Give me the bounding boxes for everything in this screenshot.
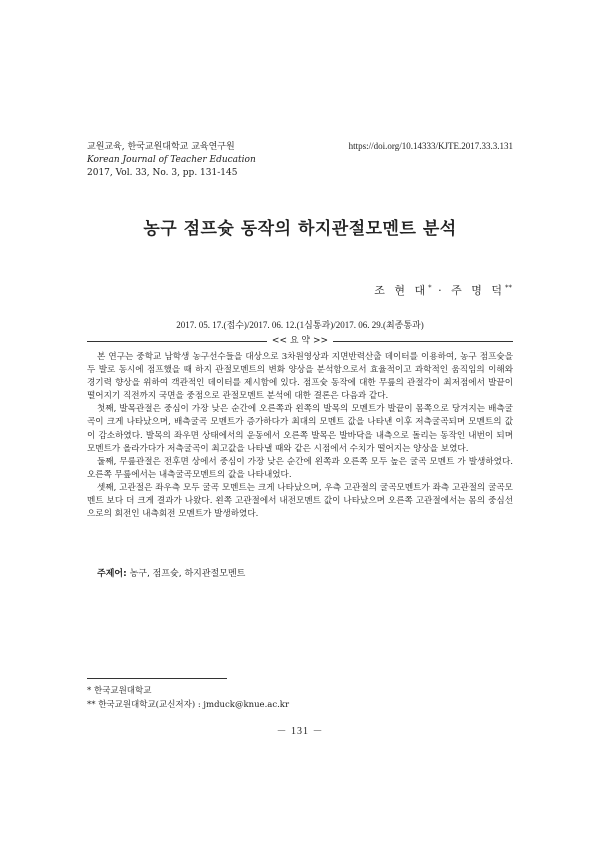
footnote-divider bbox=[87, 678, 227, 679]
author-1: 조 현 대 bbox=[374, 284, 429, 297]
footnotes bbox=[87, 684, 289, 712]
author-2-mark: ** bbox=[505, 283, 512, 292]
volume-info: 2017, Vol. 33, No. 3, pp. 131-145 bbox=[87, 168, 238, 178]
author-1-mark: * bbox=[428, 283, 432, 292]
author-line bbox=[374, 282, 512, 298]
footnote-1: * 한국교원대학교 bbox=[87, 686, 152, 696]
abstract-paragraph: 본 연구는 중학교 남학생 농구선수들을 대상으로 3차원영상과 지면반력산출 데이터를 이용하여, 농구 점프슛을 두 발로 동시에 점프했을 때 하지 관절모멘트의 변화 양상을 분석함으로서 효율적이고 과학적인 움직임의 이해와 경기력 향상을 위하여 객관적인 데이터를 제시함에 있다. 점프슛 동작에 대한 무릎의 관절각이 최저점에서 발끝이 떨어지기 직전까지 국면을 중점으로 관절모멘트 분석에 대한 결론은 다음과 같다. bbox=[87, 352, 513, 402]
keywords-label: 주제어: bbox=[97, 569, 127, 579]
doi-link[interactable]: https://doi.org/10.14333/KJTE.2017.33.3.131 bbox=[348, 141, 513, 151]
journal-name: Korean Journal of Teacher Education bbox=[87, 155, 256, 165]
submission-dates: 2017. 05. 17.(접수)/2017. 06. 12.(1심통과)/2017. 06. 29.(최종통과) bbox=[176, 320, 424, 330]
abstract-paragraph: 둘째, 무릎관절은 전후면 상에서 중심이 가장 낮은 순간에 왼쪽과 오른쪽 모두 높은 굴곡 모멘트 가 발생하였다. 오른쪽 무릎에서는 내측굴곡모멘트의 값을 나타내었다. bbox=[87, 456, 513, 480]
paper-title: 농구 점프슛 동작의 하지관절모멘트 분석 bbox=[143, 219, 457, 239]
abstract-paragraph: 첫째, 발목관절은 중심이 가장 낮은 순간에 오른쪽과 왼쪽의 발목의 모멘트가 발끝이 몸쪽으로 당겨지는 배측굴곡이 크게 나타났으며, 배측굴곡 모멘트가 증가하다가 최대의 모멘트 값을 나타낸 이후 저측굴곡되며 모멘트의 값이 감소하였다. 발목의 좌우면 상태에서의 운동에서 오른쪽 발목은 발바닥을 내측으로 돌리는 동작인 내번이 되며 모멘트가 올라가다가 저측굴곡이 최고값을 나타낼 때와 같은 시점에서 수치가 떨어지는 양상을 보였다. bbox=[87, 404, 513, 454]
keywords-value: 농구, 점프슛, 하지관절모멘트 bbox=[129, 569, 246, 579]
keywords bbox=[97, 566, 245, 579]
footnote-2: ** 한국교원대학교(교신저자) : jmduck@knue.ac.kr bbox=[87, 700, 290, 710]
abstract-heading bbox=[87, 335, 513, 347]
abstract-label: << 요 약 >> bbox=[271, 336, 329, 346]
publisher-line: 교원교육, 한국교원대학교 교육연구원 bbox=[87, 142, 235, 152]
abstract-body bbox=[87, 351, 513, 521]
author-2: 주 명 덕 bbox=[451, 284, 505, 297]
journal-header bbox=[87, 141, 256, 180]
abstract-paragraph: 셋째, 고관절은 좌우측 모두 굴곡 모멘트는 크게 나타났으며, 우측 고관절의 굴곡모멘트가 좌측 고관절의 굴곡모멘트 보다 더 크게 결과가 나왔다. 왼쪽 고관절에서 내전모멘트 값이 나타났으며 오른쪽 고관절에서는 몸의 중심선으로의 회전인 내측회전 모멘트가 발생하였다. bbox=[87, 482, 513, 520]
page-number: － 131 － bbox=[276, 726, 324, 737]
abstract-rule-right bbox=[333, 341, 513, 342]
author-separator: · bbox=[431, 284, 452, 297]
